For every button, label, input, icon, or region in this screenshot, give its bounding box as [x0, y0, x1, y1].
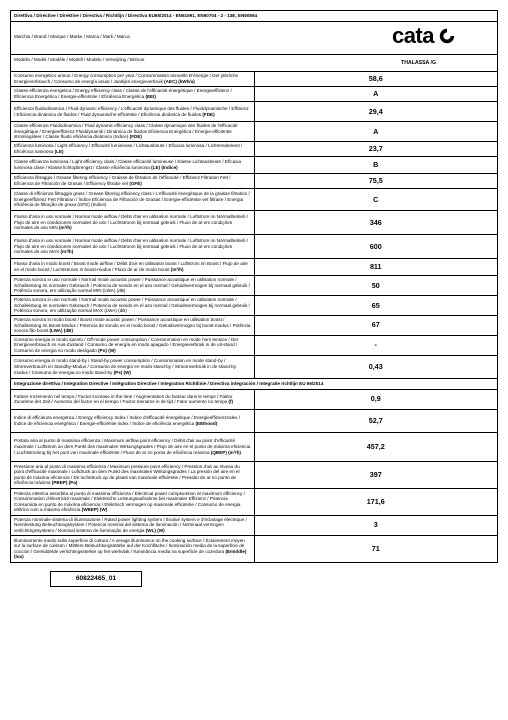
spec-row — [11, 157, 498, 174]
spec-label-cell — [11, 259, 255, 276]
spec-row — [11, 142, 498, 157]
spec-row — [11, 389, 498, 409]
spec-label: Pressione aria al punto di massima efficienza / Maximum pressure point efficiency / Pression d'air au niveau du point d'efficacité maximale / Luftdruck an dem Punkt des maximalen Wirkungsgrades / La presión del aire en el punto de máxima eficiencia / De luchtdruck op de plaats van maximale efficiëntie / Pressão de ar no ponto de eficiência máxima — [14, 463, 240, 486]
spec-label: Potenza sonora in uso normale / Normal mode acoustic power / Puissance acoustique en utilisation normale / Schalleistung im normalen Gebrauch / Potencia de sonido en el uso normal / Geluidsvermogen bij normaal gebruik / Potência sonora, em utilização normal MAX (LWA) (dB) — [14, 297, 250, 314]
spec-value: A — [254, 87, 498, 102]
spec-label-cell — [11, 72, 255, 87]
spec-label-cell — [11, 276, 255, 296]
spec-label: Illuminamento medio sulla superficie di cottura / A verage illuminance on the cooking surface / Éclairement moyen sur la surface de cuisson / Mittlere Beleuchtungsstärke auf der Kochfläche / Iluminación media de la superficie de cocción / Gemiddelde verlichtingssterkte op het werkvlak / Iluminância media na superficie de cozedura — [14, 537, 245, 554]
spec-row — [11, 211, 498, 235]
spec-unit: (PBEP) (Pa) — [51, 480, 78, 486]
header-row — [11, 11, 498, 22]
spec-label-cell — [11, 355, 255, 378]
spec-label-cell — [11, 189, 255, 211]
section-header-row — [11, 378, 498, 389]
spec-unit: (Emiddle) (lux) — [14, 548, 247, 560]
spec-value: 58,6 — [254, 72, 498, 87]
spec-table — [10, 10, 498, 563]
spec-label-cell — [11, 389, 255, 409]
spec-unit: (GFE) — [129, 181, 142, 186]
spec-unit: (f) — [228, 399, 234, 405]
spec-unit: (Ps) (W) — [113, 369, 131, 375]
spec-label-cell — [11, 515, 255, 535]
spec-value: A — [254, 122, 498, 142]
spec-value: B — [254, 157, 498, 174]
model-label: Modello / Model / Modèle / Modell / Modelo / Verwijzing / Brincar — [14, 57, 145, 62]
spec-value: 346 — [254, 211, 498, 235]
spec-label: Fattore Incremento nel tempo / Factor increase in the time / Augmentation du facteur dans le temps / Faktor Zunahme der Zeit / Aumento del factor en el tiempo / Factor toename in de tijd / Fator aumento no tempo — [14, 393, 233, 405]
spec-value: 23,7 — [254, 142, 498, 157]
spec-label: Consumo energia in modo stand-by / Stand-by power consumption / Consommation en mode stand-by / Stromverbrauch im Standby-Modus / Consumo de energía en modo stand-by / Stroomverbruik in de stand-by modus / Consumo de energia no modo stand-by — [14, 358, 237, 375]
spec-row — [11, 296, 498, 316]
spec-value: 0,43 — [254, 355, 498, 378]
spec-value: 397 — [254, 461, 498, 488]
spec-value: 600 — [254, 235, 498, 259]
spec-value: 67 — [254, 316, 498, 336]
spec-unit: (WBEP) (W) — [81, 507, 108, 513]
spec-label-cell — [11, 122, 255, 142]
spec-unit: (FDE) — [202, 111, 215, 117]
spec-value: C — [254, 189, 498, 211]
spec-label: Potenza sonora in modo boost / Boost mode acustic power / Puissance acoustique en utilisation boost / Schalleistung im Boost-Modus / Potencia de sonido en el modo boost / Geluidsvermogen bij boost-modus / Potência sonora fão boost — [14, 317, 251, 334]
spec-label: Potenza elettrica assorbita al punto di massima efficienza / Electrical power compsumtion at maximum efficiency / Consommation d'électricité maximale / Elektrische Leistungsaufnahme bei maximaler Effizienz / Potencia Consumida en punto de máxima eficiencia / Elektrisch vermogen op maximale efficiëntie / Consumo de energia elétrica com a máxima eficiência — [14, 490, 245, 513]
spec-value: - — [254, 335, 498, 355]
spec-row — [11, 515, 498, 535]
spec-label: Flusso d'aria in uso normale / Normal mode airflow / Débit d'air en utilisation normale / Luftstrom im Normalbetrieb / Flujo de aire en condiciones normales de uso / Luchtstroom bij normaal gebruik / Fluxo de ar em condições normales de uso MIN — [14, 214, 249, 231]
spec-row — [11, 235, 498, 259]
spec-unit: (LE) — [54, 149, 64, 154]
section-title: Integrazione direttiva / Integration Directive / Intégration Directive / Integration Richtlinie / Directiva integración / Integratie richtlijn EU 66/2014 — [11, 378, 498, 389]
spec-value: 71 — [254, 535, 498, 562]
spec-label-cell — [11, 488, 255, 515]
spec-label-cell — [11, 157, 255, 174]
spec-row — [11, 335, 498, 355]
spec-label-cell — [11, 296, 255, 316]
spec-row — [11, 276, 498, 296]
spec-row — [11, 488, 498, 515]
spec-label-cell — [11, 316, 255, 336]
spec-row — [11, 316, 498, 336]
spec-row — [11, 461, 498, 488]
spec-label: Consumo energia in modo spento / Off-mode power consumption / Consommation en mode hors tension / Der Energieverbrauch im Aus-Zustand / Consumo de energía en modo apagado / Energieverbruik in de uit-stand / Consumo de energia no modo desligado — [14, 336, 239, 354]
spec-unit: (m³/h) — [60, 249, 74, 255]
spec-unit: (EEIhood) — [195, 420, 218, 426]
spec-label-cell — [11, 461, 255, 488]
spec-label: Classe efficienza energetica / Energy efficiency class / Classe de l'efficacité énergétique / Energieeffizienz / Eficiencia Energética / Energie-efficiëntie / Eficiência Energética — [14, 88, 232, 99]
spec-value: 50 — [254, 276, 498, 296]
spec-value: 65 — [254, 296, 498, 316]
cata-logo-icon — [438, 27, 456, 45]
spec-label: Classe di efficienza filtraggio grass / Grease filtering efficiency class / L'efficacité énergétique de la graisse filtration / Energieeffizienz Fett Filtration / Índice Eficiencia de Filtración de Grasas / Energie-efficiëntie vet filtraire / Energia eficiência de filtração de graxa (GFE) (Indice) — [14, 191, 250, 208]
spec-unit: (EEI) — [145, 94, 156, 99]
spec-row — [11, 87, 498, 102]
spec-value: 3 — [254, 515, 498, 535]
spec-label: Indice di efficienza energetica / Energy efficiency Index / Indice d'efficacité énergétique / Energieeffizienzindex / Índice de eficiencia energética / Energie-efficiëntie index / Índice de eficiência energética — [14, 415, 241, 426]
spec-unit: (AEC) (kWh/a) — [164, 79, 195, 84]
spec-label: Portata aria al punto di massima efficienza / Maximum airflow point efficiency / Débit d'air au point d'efficacité maximale / Luftstrom an dem Punkt des maximalen Wirkungsgrades / Flujo de aire en el punto de máxima eficiencia / Luchtstroming bij het punt van maximale efficiëntie / Fluxo de ar no ponto de eficiência máxima — [14, 438, 251, 455]
spec-label-cell — [11, 174, 255, 189]
spec-value: 0,9 — [254, 389, 498, 409]
spec-unit: (LWA) (dB) — [49, 328, 73, 334]
spec-row — [11, 259, 498, 276]
spec-row — [11, 432, 498, 461]
product-code: 60822465_01 — [50, 571, 142, 587]
spec-value: 75,5 — [254, 174, 498, 189]
spec-value: 29,4 — [254, 102, 498, 122]
model-name: THALASSA /G — [401, 60, 436, 66]
spec-label: Potenza sonora in uso normale / Normal mode acoustic power / Puissance acoustique en utilisation normale / Schalleistung im normalen Gebrauch / Potencia de sonido en el uso normal / Geluidsvermogen bij normaal gebruik / Potência sonora, em utilização normal MIN (LWA) (dB) — [14, 277, 250, 294]
spec-row — [11, 174, 498, 189]
spec-unit: (m³/h) — [170, 267, 184, 272]
spec-value: 811 — [254, 259, 498, 276]
spec-label: Efficienza luminosa / Light efficiency / Efficacité lumineuse / Lichtausbeute / Eficacia luminosa / Lichtrendement / Eficiência luminosa — [14, 143, 243, 154]
spec-label: Flusso d'aria in uso normale / Normal mode airflow / Débit d'air en utilisation normale / Luftstrom im Normalbetrieb / Flujo de aire en condiciones normales de uso / Luchtstroom bij normaal gebruik / Fluxo de ar em condições normales de uso MAX — [14, 238, 249, 255]
spec-unit: (FDE) — [129, 134, 142, 140]
brand-label: Marchio / Brand / Marque / Marke / Marca / Mark / Marca — [14, 34, 130, 39]
spec-label-cell — [11, 102, 255, 122]
spec-unit: (WL) (W) — [145, 528, 165, 534]
spec-label: Consumo energetico annuo / Energy consumption per year / Consommation annuelle D'énergie / Der jährliche Energieverbrauch / Consumo de energía anual / Jaarlijks energieverbruik — [14, 73, 239, 84]
spec-unit: (QBEP) (m³/h) — [210, 449, 241, 455]
spec-value: 52,7 — [254, 409, 498, 432]
spec-row — [11, 72, 498, 87]
spec-label-cell — [11, 432, 255, 461]
brand-row — [11, 22, 498, 55]
spec-label: Efficienza filtraggio / Grease filtering efficiency / Graisse de filtration de l'efficacité / Effizienz Filtration Fett / Eficiencia de Filtración de Grasas / Efficiency filtratie vet — [14, 175, 231, 186]
spec-row — [11, 122, 498, 142]
spec-value: 171,6 — [254, 488, 498, 515]
spec-label: Classe efficienza Fluidodinamica / Fluid dynamic efficiency class / Classe dynamique des fluides de l'efficacité énergétique / Energieeffizienz Fluiddynamik / Dinámica de fluidos Eficiencia Energética / Energie-efficiëntie stromingsleer / Classe fluido eficiência dinâmica (Indice) — [14, 123, 238, 140]
spec-label: Efficienza fluidodinamica / Fluid dynamic efficiency / L'efficacité dynamique des fluides / Fluiddynamische / Effizienz / Eficiencia dinámica de fluidos / Fluid dynamische efficiëntie / Eficiência dinâmica de fluidos — [14, 105, 249, 117]
spec-label-cell — [11, 235, 255, 259]
spec-label-cell — [11, 335, 255, 355]
spec-unit: (Po) (W) — [98, 348, 116, 354]
spec-unit: (m³/h) — [58, 225, 72, 231]
spec-label-cell — [11, 409, 255, 432]
cata-logo: cata — [391, 23, 434, 48]
spec-value: 457,2 — [254, 432, 498, 461]
spec-label: Potenza nominale sistema di illuminazione / Rated power lighting system / Évalué system e d'éclairage électrique / Nennleistung Beleuchtungssystem / Potencia nominal del sistema de iluminación / Nominaal vermogen verlichtingssysteem / Nominal sistema de iluminação de energia — [14, 516, 247, 534]
spec-row — [11, 102, 498, 122]
spec-label-cell — [11, 142, 255, 157]
spec-label-cell — [11, 535, 255, 562]
spec-label: Classe efficienza luminosa / Light efficiency class / Classe efficacité lumineuse / Klasse Lichtausbeute / Eficacia luminosa clase / Klasse lichtopbrengst / Classe eficiência luminosa — [14, 159, 241, 170]
spec-row — [11, 355, 498, 378]
spec-label-cell — [11, 211, 255, 235]
spec-label: Flusso d'aria in modo boost / Boost mode airflow / Débit d'air en utilisation boost / Luftstrom im Boost / Flujo de aire en el modo boost / Luchtstroom in boost-modus / Fluxo de ar de modo boost — [14, 261, 248, 272]
label-sheet — [10, 10, 498, 587]
spec-row — [11, 535, 498, 562]
spec-unit: (LE) (Indice) — [151, 165, 178, 170]
spec-row — [11, 189, 498, 211]
directive-header: Direttiva / Directive / Direktive / Directiva / Richtlijn / Directiva EU65/2014 - EN61591, EN60704 - 2 - 13E, EN60564 — [11, 11, 498, 22]
spec-label-cell — [11, 87, 255, 102]
spec-row — [11, 409, 498, 432]
model-row — [11, 55, 498, 72]
